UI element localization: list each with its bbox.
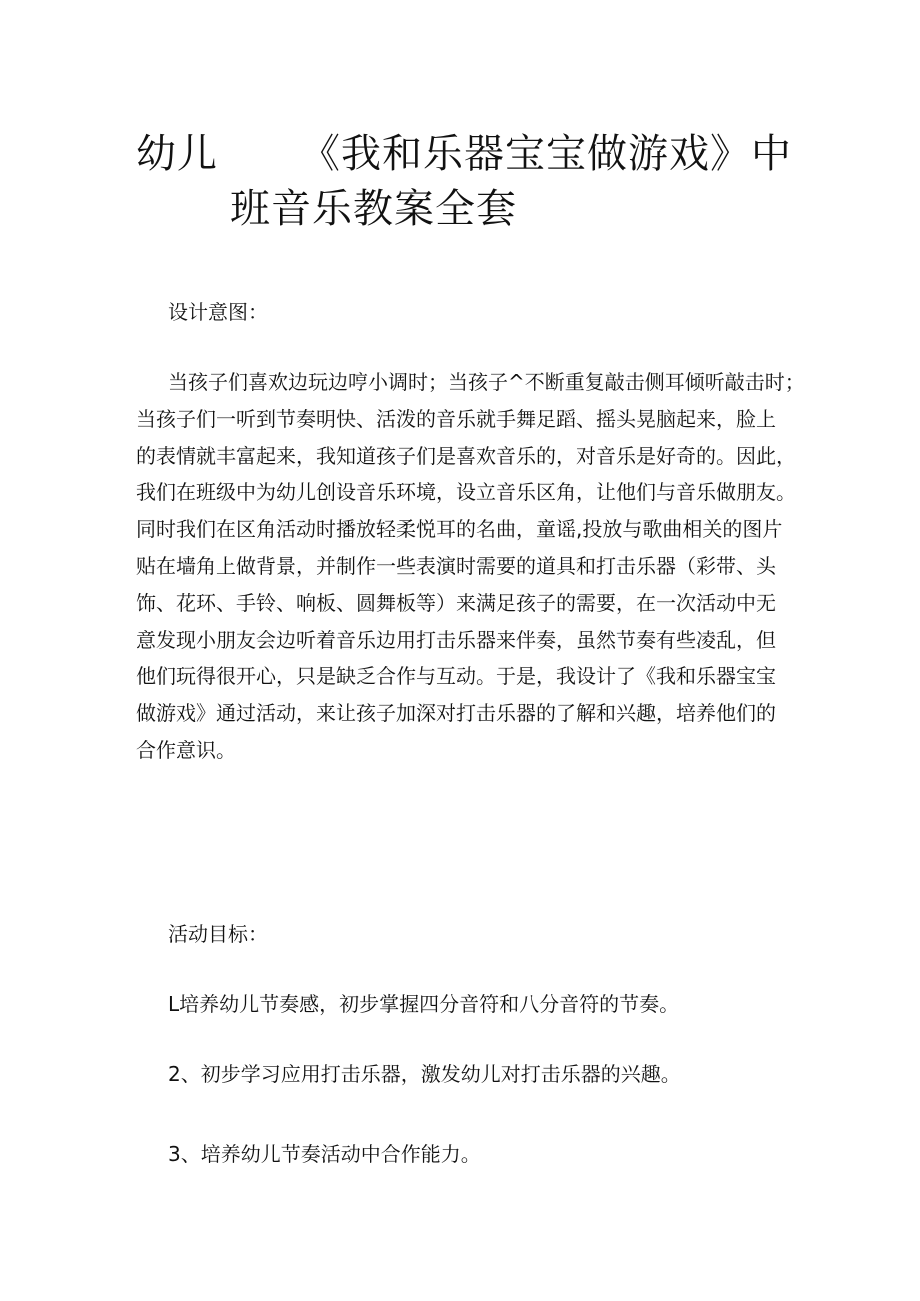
paragraph-line: 饰、花环、手铃、响板、圆舞板等）来满足孩子的需要，在一次活动中无 [136,590,776,615]
paragraph-line: 贴在墙角上做背景，并制作一些表演时需要的道具和打击乐器（彩带、头 [136,553,776,578]
paragraph-line: 他们玩得很开心，只是缺乏合作与互动。于是，我设计了《我和乐器宝宝 [136,664,776,689]
title-part-2: 《我和乐器宝宝做游戏》中 [300,131,792,177]
paragraph-line: 当孩子们一听到节奏明快、活泼的音乐就手舞足蹈、摇头晃脑起来，脸上 [136,406,776,431]
goal-item-3: 3、培养幼儿节奏活动中合作能力。 [168,1142,481,1166]
paragraph-line: 我们在班级中为幼儿创设音乐环境，设立音乐区角，让他们与音乐做朋友。 [136,480,796,505]
activity-goals-heading: 活动目标： [168,922,268,946]
paragraph-line: 的表情就丰富起来，我知道孩子们是喜欢音乐的，对音乐是好奇的。因此， [136,443,796,468]
paragraph-line: 做游戏》通过活动，来让孩子加深对打击乐器的了解和兴趣，培养他们的 [136,701,776,726]
design-intent-heading: 设计意图： [168,300,268,324]
paragraph-line: 意发现小朋友会边听着音乐边用打击乐器来伴奏，虽然节奏有些凌乱，但 [136,627,776,652]
paragraph-line: 当孩子们喜欢边玩边哼小调时；当孩子^不断重复敲击侧耳倾听敲击时； [168,370,805,394]
title-part-1: 幼儿 [136,131,218,177]
design-intent-paragraph [136,364,806,769]
goal-item-2: 2、初步学习应用打击乐器，激发幼儿对打击乐器的兴趣。 [168,1062,681,1086]
title-part-3: 班音乐教案全套 [230,186,517,232]
paragraph-line: 合作意识。 [136,737,236,762]
goal-item-1: L培养幼儿节奏感，初步掌握四分音符和八分音符的节奏。 [168,992,680,1016]
paragraph-line: 同时我们在区角活动时播放轻柔悦耳的名曲，童谣,投放与歌曲相关的图片 [136,517,783,542]
